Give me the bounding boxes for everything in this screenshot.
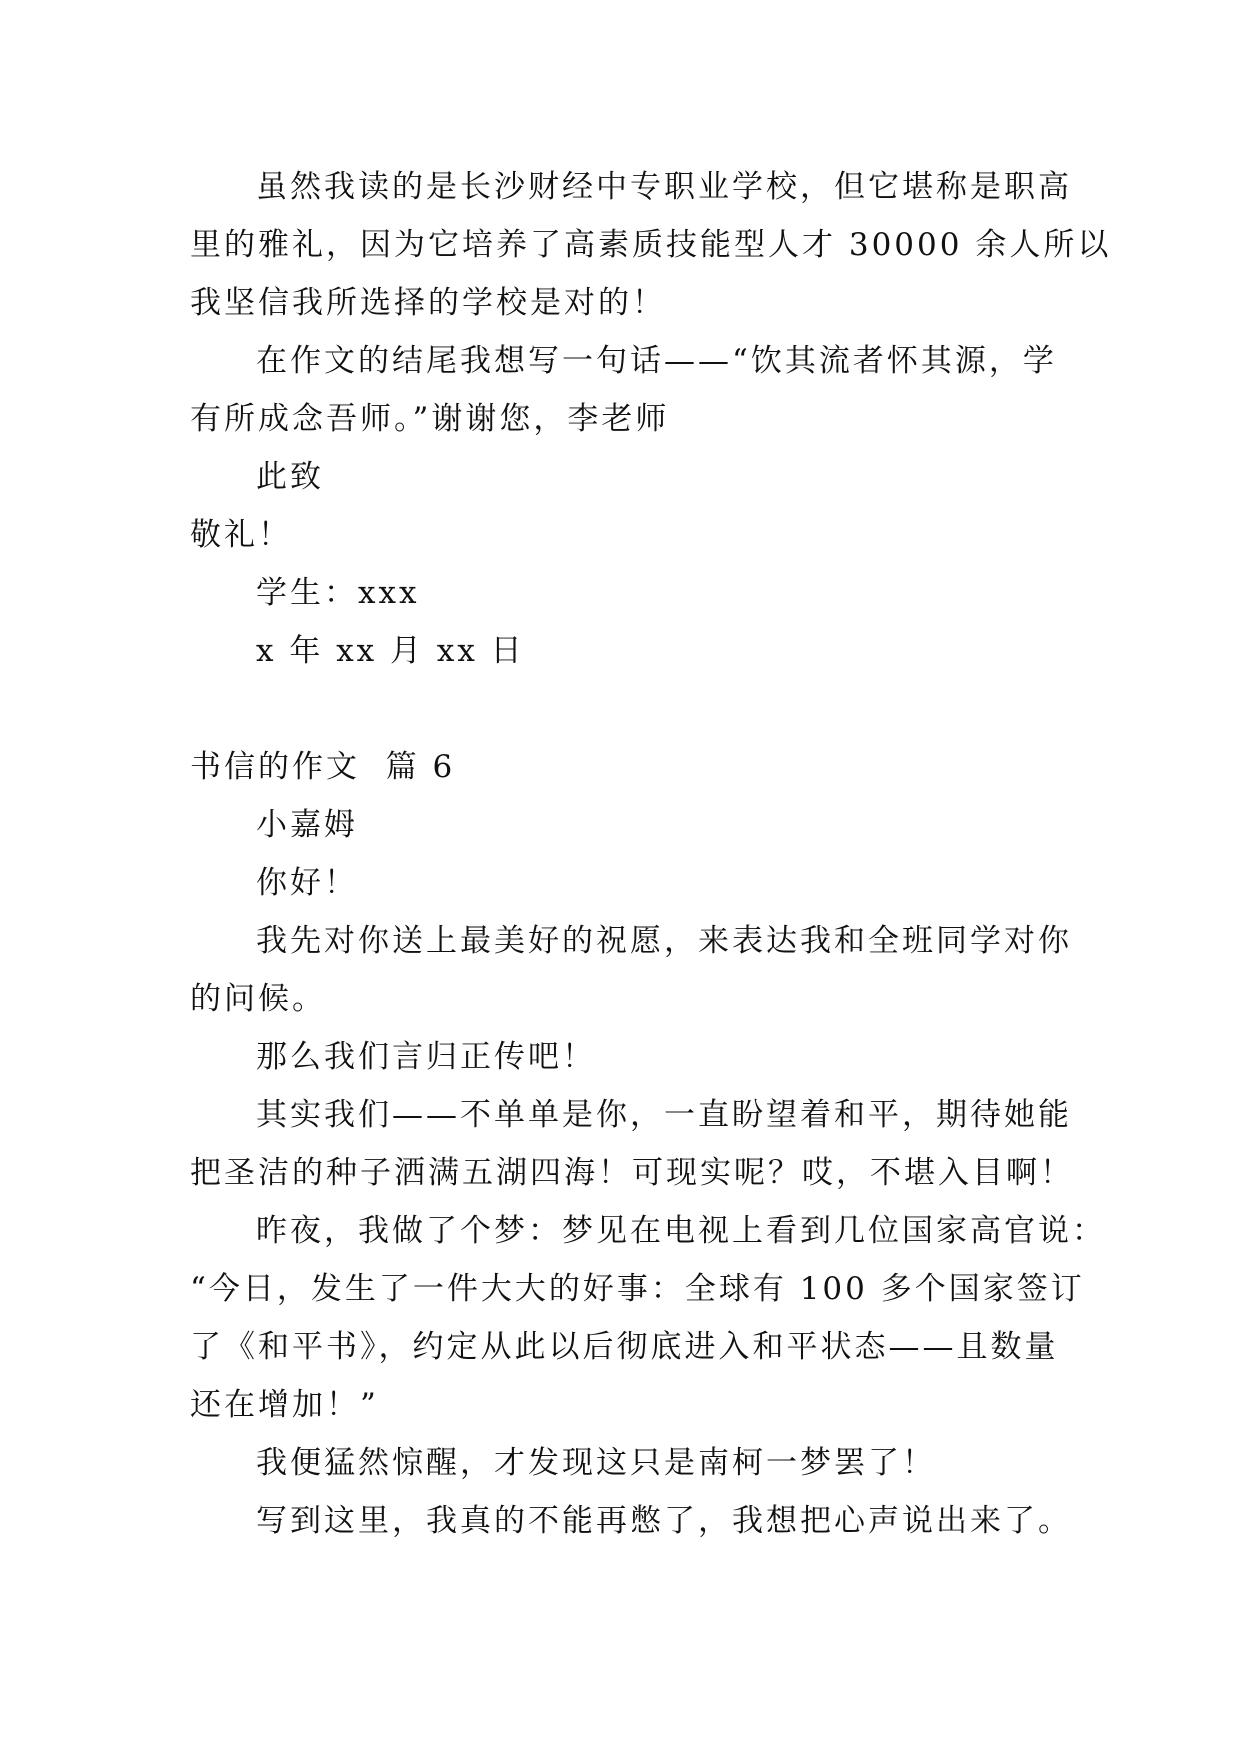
paragraph-line: 我便猛然惊醒，才发现这只是南柯一梦罢了！ — [256, 1445, 936, 1481]
paragraph-line: 其实我们——不单单是你，一直盼望着和平，期待她能 — [256, 1097, 1072, 1133]
salutation: 小嘉姆 — [256, 807, 358, 843]
greeting: 你好！ — [256, 865, 358, 901]
paragraph-line: 那么我们言归正传吧！ — [256, 1039, 596, 1075]
paragraph-line: 的问候。 — [190, 981, 326, 1017]
paragraph-line: 我先对你送上最美好的祝愿，来表达我和全班同学对你 — [256, 923, 1072, 959]
paragraph-line: 写到这里，我真的不能再憋了，我想把心声说出来了。 — [256, 1503, 1072, 1539]
section-heading: 书信的作文 篇 6 — [190, 749, 456, 785]
paragraph-line: 有所成念吾师。”谢谢您，李老师 — [190, 401, 670, 437]
closing-line: 此致 — [256, 459, 324, 495]
closing-salute: 敬礼！ — [190, 517, 292, 553]
signature: 学生：xxx — [256, 575, 420, 611]
paragraph-line: 里的雅礼，因为它培养了高素质技能型人才 30000 余人所以 — [190, 227, 1112, 263]
paragraph-line: 了《和平书》，约定从此以后彻底进入和平状态——且数量 — [190, 1329, 1059, 1365]
document-page — [190, 158, 1112, 1550]
paragraph-line: 昨夜，我做了个梦：梦见在电视上看到几位国家高官说： — [256, 1213, 1106, 1249]
paragraph-line: 虽然我读的是长沙财经中专职业学校，但它堪称是职高 — [256, 169, 1072, 205]
paragraph-line: 还在增加！” — [190, 1387, 379, 1423]
paragraph-line: “今日，发生了一件大大的好事：全球有 100 多个国家签订 — [190, 1271, 1085, 1307]
date: x 年 xx 月 xx 日 — [256, 633, 525, 669]
section-gap — [190, 680, 1060, 738]
paragraph-line: 在作文的结尾我想写一句话——“饮其流者怀其源，学 — [256, 343, 1057, 379]
paragraph-line: 把圣洁的种子洒满五湖四海！可现实呢？哎，不堪入目啊！ — [190, 1155, 1074, 1191]
paragraph-line: 我坚信我所选择的学校是对的！ — [190, 285, 666, 321]
